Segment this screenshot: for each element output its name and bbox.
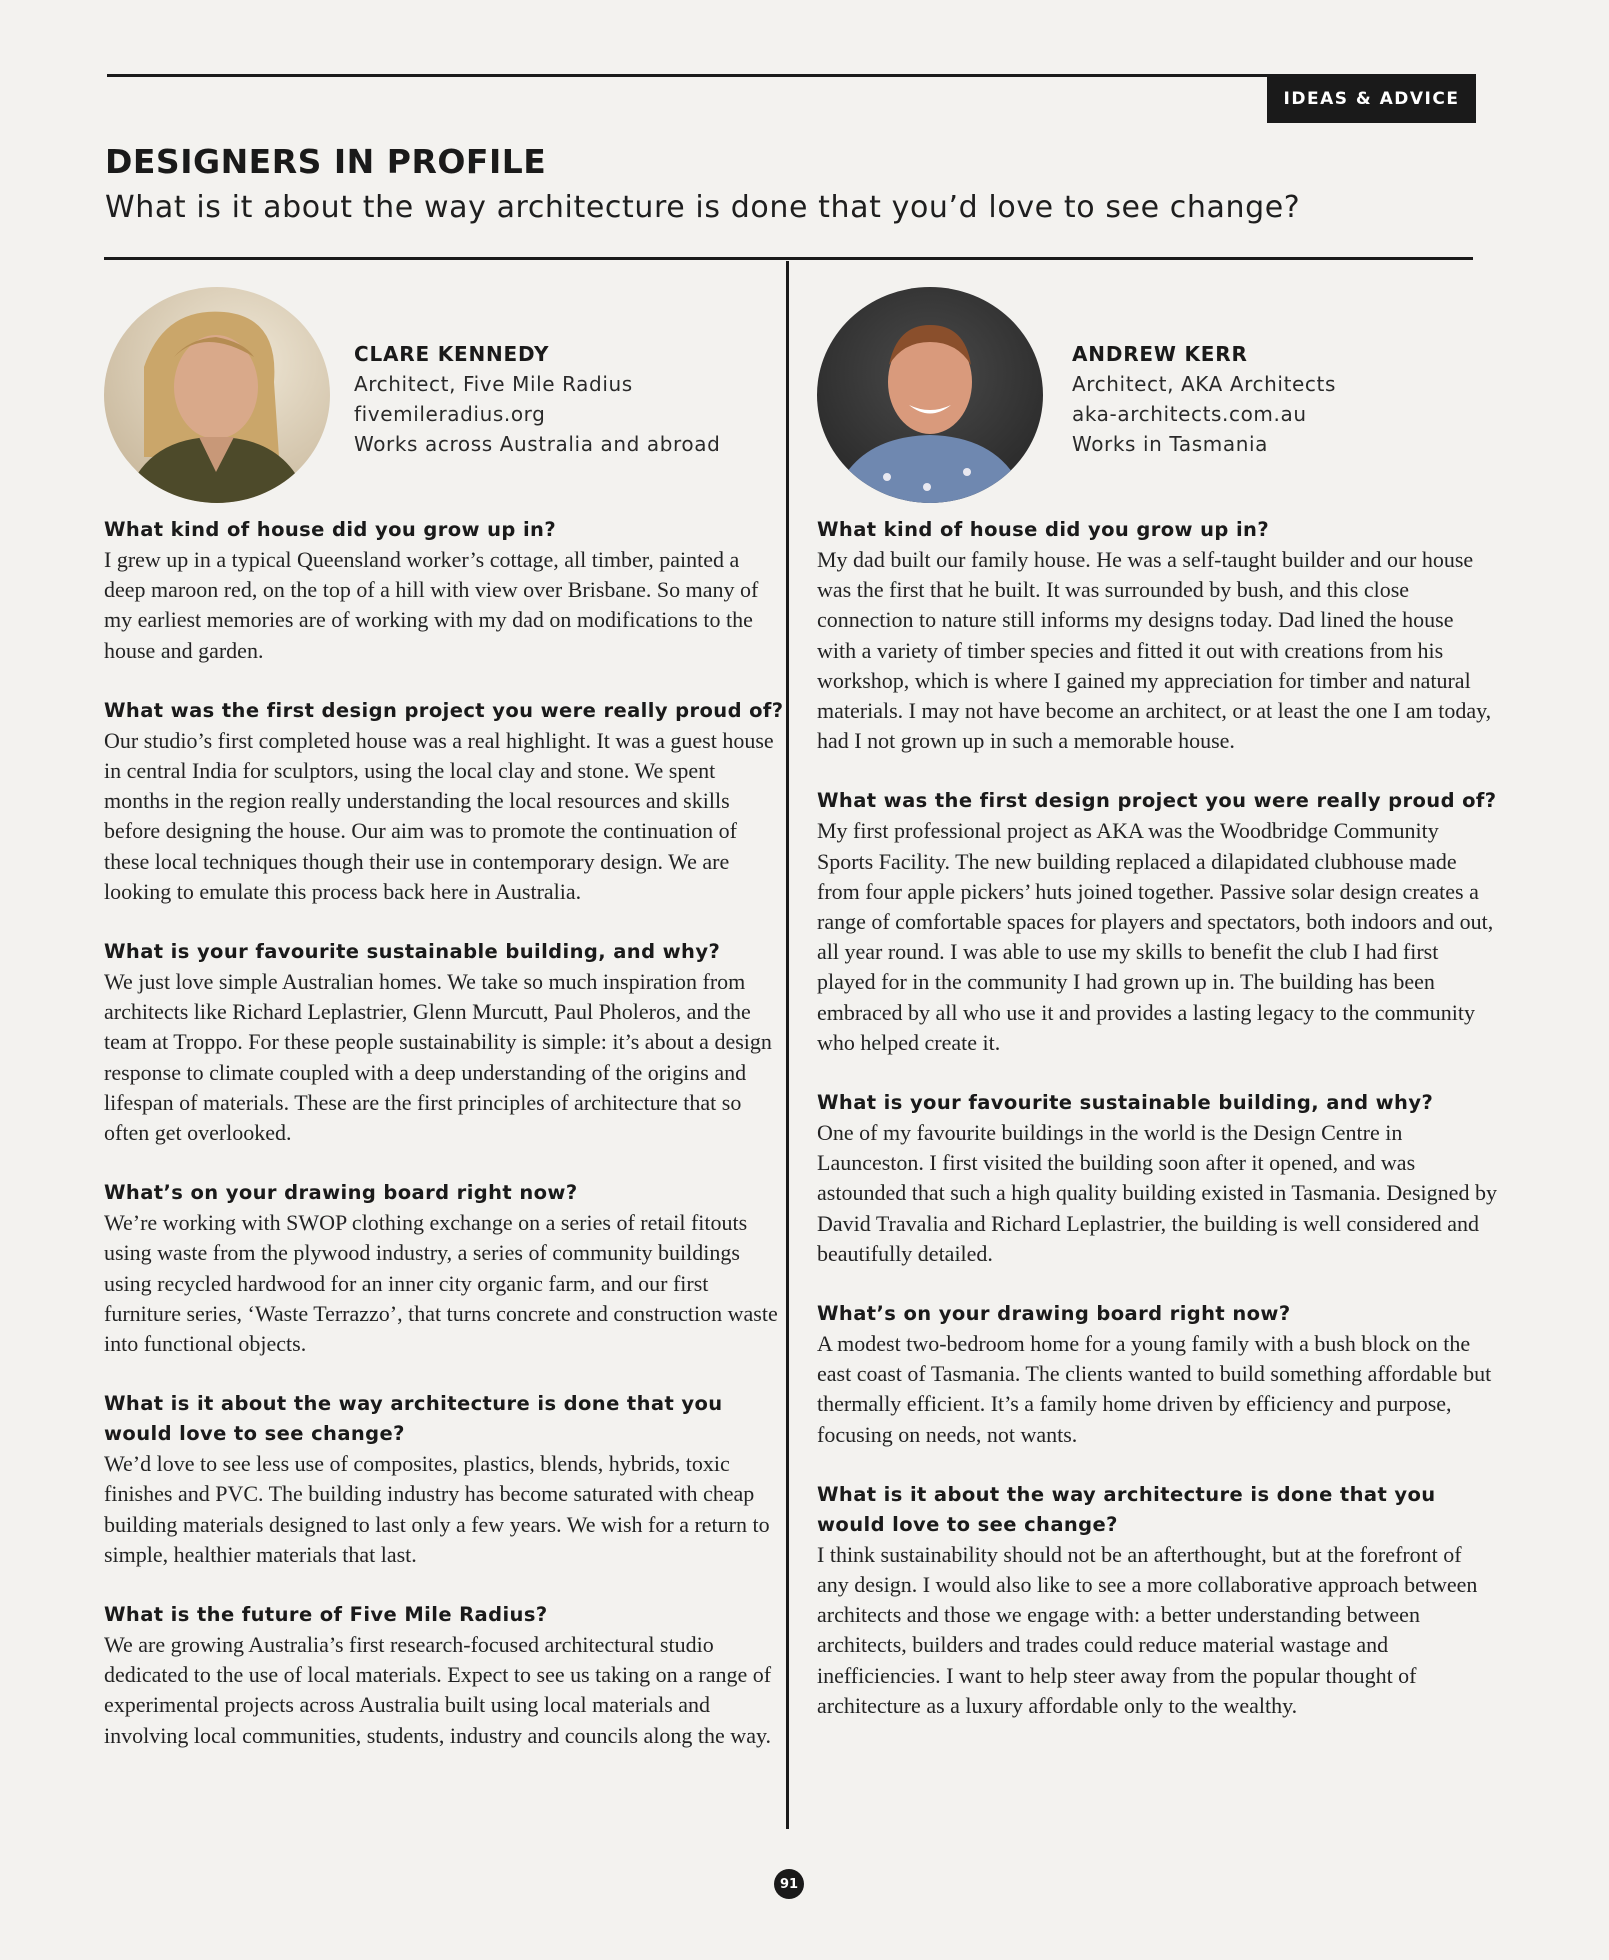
- question: What is your favourite sustainable building, and why?: [817, 1091, 1434, 1115]
- designer-name: ANDREW KERR: [1072, 342, 1248, 366]
- designer-name: CLARE KENNEDY: [354, 342, 550, 366]
- qa-list: [104, 515, 784, 1781]
- qa-item: [817, 1299, 1497, 1450]
- answer: A modest two-bedroom home for a young family with a bush block on the east coast of Tasmania. The clients wanted to build something affordable but thermally efficient. It’s a family home driven by efficiency and purpose, focusing on needs, not wants.: [817, 1331, 1492, 1447]
- designer-website: aka-architects.com.au: [1072, 402, 1307, 426]
- qa-list: [817, 515, 1497, 1751]
- question: What’s on your drawing board right now?: [817, 1302, 1291, 1326]
- designer-profile: [1072, 339, 1336, 459]
- qa-item: [104, 696, 784, 907]
- qa-item: [817, 515, 1497, 756]
- question: What’s on your drawing board right now?: [104, 1181, 578, 1205]
- qa-item: [817, 1088, 1497, 1269]
- question: What is your favourite sustainable building, and why?: [104, 940, 721, 964]
- designer-location: Works in Tasmania: [1072, 432, 1269, 456]
- question: What is the future of Five Mile Radius?: [104, 1603, 548, 1627]
- qa-item: [104, 515, 784, 666]
- question: What was the first design project you were really proud of?: [817, 789, 1497, 813]
- page-title: DESIGNERS IN PROFILE: [105, 142, 547, 181]
- answer: I think sustainability should not be an afterthought, but at the forefront of any design. I would also like to see a more collaborative approach between architects and those we engage with: a better understanding between architects, builders and trades could reduce material wastage and inefficiencies. I want to help steer away from the popular thought of architecture as a luxury affordable only to the wealthy.: [817, 1541, 1478, 1718]
- qa-item: [817, 786, 1497, 1058]
- header-divider: [104, 257, 1473, 260]
- question: What kind of house did you grow up in?: [817, 518, 1270, 541]
- question: What is it about the way architecture is done that you would love to see change?: [104, 1392, 723, 1446]
- page-number: 91: [774, 1869, 804, 1899]
- qa-item: [104, 1389, 784, 1570]
- qa-item: [817, 1480, 1497, 1721]
- answer: My first professional project as AKA was the Woodbridge Community Sports Facility. The new building replaced a dilapidated clubhouse made from four apple pickers’ huts joined together. Passive solar design creates a range of comfortable spaces for players and spectators, both indoors and out, all year round. I was able to use my skills to benefit the club I had first played for in the community I had grown up in. The building has been embraced by all who use it and provides a lasting legacy to the community who helped create it.: [817, 818, 1494, 1055]
- column-divider: [786, 261, 789, 1829]
- page-subtitle: What is it about the way architecture is done that you’d love to see change?: [105, 190, 1301, 225]
- qa-item: [104, 937, 784, 1148]
- answer: We just love simple Australian homes. We take so much inspiration from architects like Richard Leplastrier, Glenn Murcutt, Paul Pholeros, and the team at Troppo. For these people sustainability is simple: it’s about a design response to climate coupled with a deep understanding of the origins and lifespan of materials. These are the first principles of architecture that so often get overlooked.: [104, 969, 772, 1146]
- answer: Our studio’s first completed house was a real highlight. It was a guest house in central India for sculptors, using the local clay and stone. We spent months in the region really understanding the local resources and skills before designing the house. Our aim was to promote the continuation of these local techniques though their use in contemporary design. We are looking to emulate this process back here in Australia.: [104, 727, 774, 904]
- designer-profile: [354, 339, 720, 459]
- qa-item: [104, 1178, 784, 1359]
- question: What was the first design project you were really proud of?: [104, 698, 784, 722]
- designer-role: Architect, AKA Architects: [1072, 372, 1336, 396]
- section-tag: IDEAS & ADVICE: [1267, 74, 1476, 123]
- answer: I grew up in a typical Queensland worker’s cottage, all timber, painted a deep maroon red, on the top of a hill with view over Brisbane. So many of my earliest memories are of working with my dad on modifications to the house and garden.: [104, 547, 759, 663]
- answer: We’d love to see less use of composites, plastics, blends, hybrids, toxic finishes and PVC. The building industry has become saturated with cheap building materials designed to last only a few years. We wish for a return to simple, healthier materials that last.: [104, 1451, 770, 1567]
- qa-item: [104, 1600, 784, 1751]
- designer-location: Works across Australia and abroad: [354, 432, 721, 456]
- answer: We are growing Australia’s first research-focused architectural studio dedicated to the use of local materials. Expect to see us taking on a range of experimental projects across Australia built using local materials and involving local communities, students, industry and councils along the way.: [104, 1632, 772, 1748]
- answer: We’re working with SWOP clothing exchange on a series of retail fitouts using waste from the plywood industry, a series of community buildings using recycled hardwood for an inner city organic farm, and our first furniture series, ‘Waste Terrazzo’, that turns concrete and construction waste into functional objects.: [104, 1210, 778, 1357]
- designer-portrait-photo: [817, 287, 1043, 503]
- answer: One of my favourite buildings in the world is the Design Centre in Launceston. I first visited the building soon after it opened, and was astounded that such a high quality building existed in Tasmania. Designed by David Travalia and Richard Leplastrier, the building is well considered and beautifully detailed.: [817, 1120, 1497, 1266]
- designer-portrait-photo: [104, 287, 330, 503]
- designer-role: Architect, Five Mile Radius: [354, 372, 633, 396]
- answer: My dad built our family house. He was a self-taught builder and our house was the first that he built. It was surrounded by bush, and this close connection to nature still informs my designs today. Dad lined the house with a variety of timber species and fitted it out with creations from his workshop, which is where I gained my appreciation for timber and natural materials. I may not have become an architect, or at least the one I am today, had I not grown up in such a memorable house.: [817, 547, 1492, 754]
- question: What kind of house did you grow up in?: [104, 518, 557, 541]
- designer-website: fivemileradius.org: [354, 402, 546, 426]
- question: What is it about the way architecture is done that you would love to see change?: [817, 1482, 1436, 1536]
